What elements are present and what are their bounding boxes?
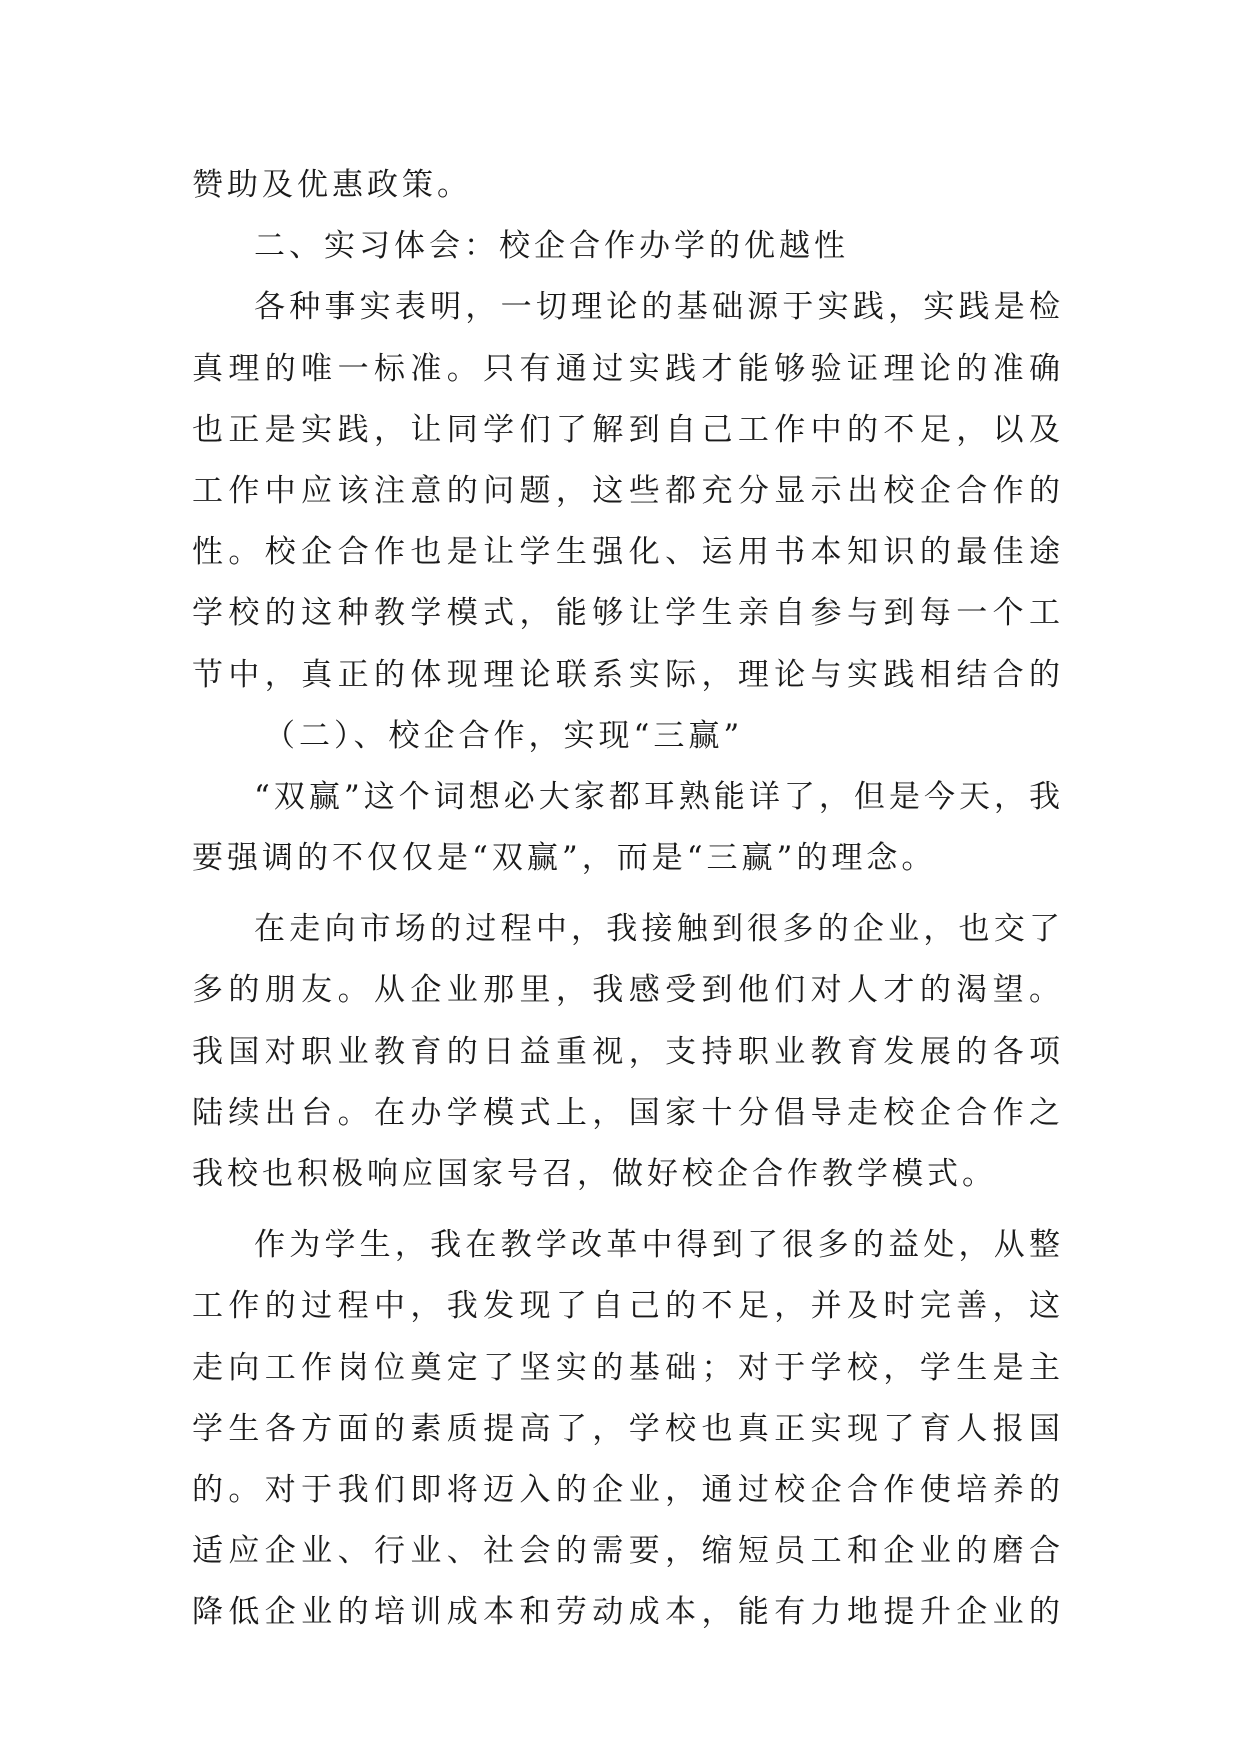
text-line: 各种事实表明，一切理论的基础源于实践，实践是检 (254, 289, 1064, 326)
document-body (192, 155, 1064, 1644)
text-line: 适应企业、行业、社会的需要，缩短员工和企业的磨合 (192, 1533, 1064, 1570)
text-line: 工作中应该注意的问题，这些都充分显示出校企合作的 (192, 472, 1064, 509)
text-line: 多的朋友。从企业那里，我感受到他们对人才的渴望。 (192, 972, 1064, 1009)
text-line: 学生各方面的素质提高了，学校也真正实现了育人报国 (192, 1410, 1064, 1447)
subsection-heading: （二）、校企合作，实现“三赢” (264, 717, 744, 754)
text-line: 的。对于我们即将迈入的企业，通过校企合作使培养的 (192, 1471, 1064, 1508)
text-line: 走向工作岗位奠定了坚实的基础；对于学校，学生是主 (192, 1349, 1064, 1386)
text-line: 我国对职业教育的日益重视，支持职业教育发展的各项 (192, 1033, 1064, 1070)
text-line: 赞助及优惠政策。 (192, 167, 472, 203)
text-line: 作为学生，我在教学改革中得到了很多的益处，从整 (254, 1227, 1064, 1264)
text-line: 降低企业的培训成本和劳动成本，能有力地提升企业的 (192, 1594, 1064, 1631)
section-heading: 二、实习体会：校企合作办学的优越性 (254, 228, 849, 265)
text-line: 陆续出台。在办学模式上，国家十分倡导走校企合作之 (192, 1094, 1064, 1131)
text-line: 工作的过程中，我发现了自己的不足，并及时完善，这 (192, 1288, 1064, 1325)
text-line: 节中，真正的体现理论联系实际，理论与实践相结合的 (192, 656, 1064, 693)
text-line: 性。校企合作也是让学生强化、运用书本知识的最佳途 (192, 534, 1064, 571)
text-line: 要强调的不仅仅是“双赢”，而是“三赢”的理念。 (192, 840, 937, 877)
text-line: 学校的这种教学模式，能够让学生亲自参与到每一个工 (192, 595, 1064, 632)
text-line: 真理的唯一标准。只有通过实践才能够验证理论的准确 (192, 350, 1064, 387)
text-line: 我校也积极响应国家号召，做好校企合作教学模式。 (192, 1156, 997, 1192)
text-line: “双赢”这个词想必大家都耳熟能详了，但是今天，我 (254, 778, 1064, 815)
text-line: 在走向市场的过程中，我接触到很多的企业，也交了 (254, 911, 1064, 948)
text-line: 也正是实践，让同学们了解到自己工作中的不足，以及 (192, 411, 1064, 448)
